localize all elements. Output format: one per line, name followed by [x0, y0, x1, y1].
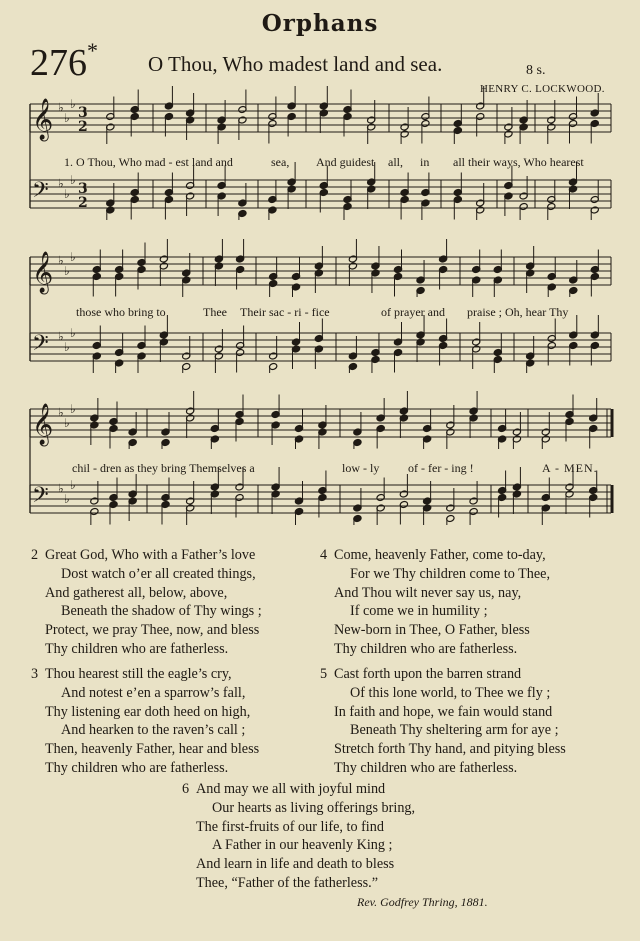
- hymn-first-line: O Thou, Who madest land and sea.: [148, 52, 443, 76]
- flat-icon: ♭: [70, 97, 76, 111]
- treble-clef-icon: 𝄞: [32, 252, 54, 293]
- flat-icon: ♭: [70, 326, 76, 340]
- flat-icon: ♭: [64, 187, 70, 201]
- lyric-fragment: 1. O Thou, Who mad - est land and: [64, 155, 233, 169]
- lyric-fragment: praise ; Oh, hear Thy: [467, 305, 569, 319]
- flat-icon: ♭: [58, 329, 64, 344]
- amen-text: A - MEN.: [542, 461, 598, 475]
- flat-icon: ♭: [64, 264, 70, 278]
- bass-clef-icon: 𝄢: [32, 483, 49, 513]
- flat-icon: ♭: [58, 100, 64, 115]
- lyric-fragment: low - ly: [342, 461, 380, 475]
- lyric-fragment: And guidest: [316, 155, 375, 169]
- verse-2: 2 Great God, Who with a Father’s love Dost watch o’er all created things, And gatherest all, below, above, Beneath the shadow of Thy wings ; Protect, we pray Thee, now, and bless Thy children who are fatherless.: [31, 547, 262, 657]
- flat-icon: ♭: [70, 173, 76, 187]
- flat-icon: ♭: [70, 478, 76, 492]
- flat-icon: ♭: [58, 253, 64, 268]
- author-attribution: Rev. Godfrey Thring, 1881.: [357, 895, 488, 909]
- lyric-fragment: those who bring to: [76, 305, 166, 319]
- flat-icon: ♭: [64, 416, 70, 430]
- hymn-number: 276*: [30, 38, 98, 84]
- time-signature-top: 3: [78, 105, 88, 121]
- verse-6: 6 And may we all with joyful mind Our hearts as living offerings bring, The first-fruits of our life, to find A Father in our heavenly King ; And learn in life and death to bless Thee, “Father of the fatherless.”: [182, 781, 416, 891]
- flat-icon: ♭: [70, 402, 76, 416]
- lyric-fragment: Their sac - ri - fice: [240, 305, 330, 319]
- flat-icon: ♭: [64, 111, 70, 125]
- hymn-category-title: Orphans: [261, 10, 379, 37]
- bass-clef-icon: 𝄢: [32, 331, 49, 361]
- time-signature-bottom: 2: [78, 195, 88, 211]
- lyric-fragment: all their ways, Who hearest: [453, 155, 584, 169]
- bass-clef-icon: 𝄢: [32, 178, 49, 208]
- hymn-meter: 8 s.: [526, 63, 546, 78]
- flat-icon: ♭: [70, 250, 76, 264]
- lyric-fragment: of prayer and: [381, 305, 445, 319]
- lyric-fragment: of - fer - ing !: [408, 461, 474, 475]
- lyric-fragment: chil - dren as they bring Themselves a: [72, 461, 255, 475]
- flat-icon: ♭: [58, 405, 64, 420]
- time-signature-top: 3: [78, 181, 88, 197]
- treble-clef-icon: 𝄞: [32, 404, 54, 445]
- time-signature-bottom: 2: [78, 119, 88, 135]
- flat-icon: ♭: [64, 492, 70, 506]
- lyric-fragment: all,: [388, 155, 403, 169]
- treble-clef-icon: 𝄞: [32, 99, 54, 140]
- lyric-fragment: Thee: [203, 305, 227, 319]
- lyric-fragment: sea,: [271, 155, 290, 169]
- verse-4: 4 Come, heavenly Father, come to-day, For we Thy children come to Thee, And Thou wilt never say us, nay, If come we in humility ; New-born in Thee, O Father, bless Thy children who are fatherless.: [320, 547, 551, 657]
- lyric-fragment: in: [420, 155, 430, 169]
- flat-icon: ♭: [58, 481, 64, 496]
- verse-5: 5 Cast forth upon the barren strand Of this lone world, to Thee we fly ; In faith and hope, we fain would stand Beneath Thy sheltering arm for aye ; Stretch forth Thy hand, and pitying bless Thy children who are fatherless.: [320, 666, 566, 776]
- composer-credit: HENRY C. LOCKWOOD.: [480, 83, 605, 95]
- verse-3: 3 Thou hearest still the eagle’s cry, And notest e’en a sparrow’s fall, Thy listening ear doth heed on high, And hearken to the raven’s call ; Then, heavenly Father, hear and bless Thy children who are fatherless.: [31, 666, 260, 776]
- flat-icon: ♭: [58, 176, 64, 191]
- flat-icon: ♭: [64, 340, 70, 354]
